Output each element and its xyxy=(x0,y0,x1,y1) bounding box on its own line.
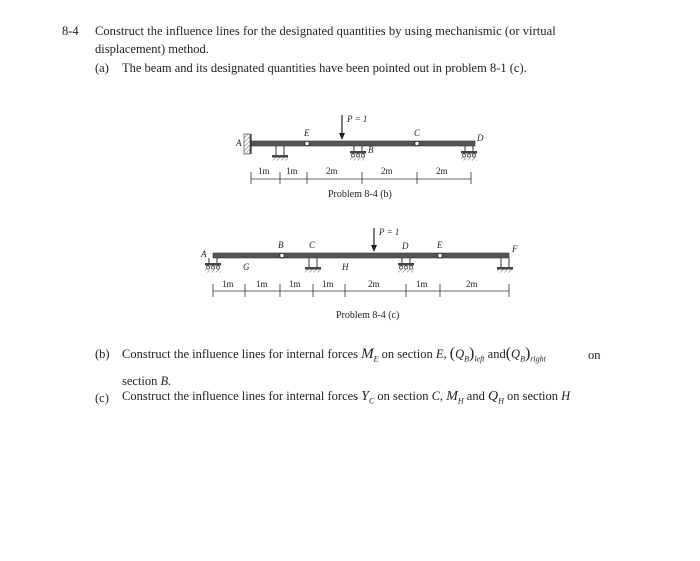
part-c-text-2: on section xyxy=(377,389,429,403)
load-arrow-b xyxy=(339,115,345,140)
part-c-sub-c: C xyxy=(368,396,375,406)
part-b-text-2: on section xyxy=(381,347,433,361)
fig-b-dim-2: 1m xyxy=(286,166,298,176)
hinge-e xyxy=(305,141,310,146)
fig-b-dim-3: 2m xyxy=(326,166,338,176)
roller-support-a xyxy=(205,258,221,273)
roller-support-d-c xyxy=(398,258,414,273)
fig-c-label-g: G xyxy=(243,262,250,272)
hinge-b xyxy=(280,253,285,258)
intro-line-1: Construct the influence lines for the designated quantities by using mechanismic (or virtual xyxy=(95,24,556,38)
part-b-sym-q2: Q xyxy=(511,347,521,361)
part-b-sec-e: E, xyxy=(435,347,447,361)
fig-c-dim-1: 1m xyxy=(222,279,234,289)
fig-b-label-d: D xyxy=(477,133,484,143)
part-c-sym-m: M xyxy=(446,389,458,404)
part-b-line-2 xyxy=(122,374,171,389)
fig-c-label-h: H xyxy=(342,262,349,272)
part-c-sec-c: C, xyxy=(431,389,444,403)
part-b-sym-q1: Q xyxy=(455,347,465,361)
fig-b-dim-5: 2m xyxy=(436,166,448,176)
part-c-sym-q: Q xyxy=(487,389,499,404)
part-a-text: The beam and its designated quantities have been pointed out in problem 8-1 (c). xyxy=(122,61,527,75)
fig-c-dim-4: 1m xyxy=(322,279,334,289)
part-b-line-1: Construct the influence lines for internal forces $M_E$ on section E, $(Q_B)_{left}$ $and(Q_B)_{right}$ xyxy=(122,345,546,364)
fixed-support-a xyxy=(244,134,251,154)
part-b-on: on xyxy=(588,348,601,362)
pin-support-f xyxy=(497,258,513,273)
part-c-sub-h2: H xyxy=(498,396,504,406)
part-c-label: (c) xyxy=(95,391,109,405)
fig-b-dim-1: 1m xyxy=(258,166,270,176)
fig-b-label-b: B xyxy=(368,145,374,155)
part-b-and: and xyxy=(487,347,506,361)
part-b-label: (b) xyxy=(95,347,110,361)
fig-c-label-b: B xyxy=(278,240,284,250)
part-c-text-3: on section xyxy=(506,389,559,403)
part-b-right: right xyxy=(530,354,546,364)
fig-c-dim-5: 2m xyxy=(368,279,380,289)
fig-c-dim-6: 1m xyxy=(416,279,428,289)
part-b-sub-b1: B xyxy=(464,354,469,364)
fig-c-label-f: F xyxy=(512,244,518,254)
part-c-line-1 xyxy=(122,389,570,406)
beam-b xyxy=(251,141,475,146)
fig-c-dim-2: 1m xyxy=(256,279,268,289)
pin-support-c xyxy=(305,258,321,273)
fig-c-label-e: E xyxy=(437,240,443,250)
fig-b-label-a: A xyxy=(236,138,242,148)
fig-c-label-d: D xyxy=(402,241,409,251)
part-b-text-1: Construct the influence lines for internal forces xyxy=(122,347,359,361)
part-b-sym-m: M xyxy=(361,346,374,362)
fig-b-load-label: P = 1 xyxy=(347,114,368,124)
fig-b-label-e: E xyxy=(304,128,310,138)
part-a-label: (a) xyxy=(95,61,109,75)
hinge-e-c xyxy=(438,253,443,258)
part-c-text-1: Construct the influence lines for internal forces xyxy=(122,389,359,403)
part-b-section-b: B. xyxy=(160,374,172,388)
fig-b-label-c: C xyxy=(414,128,421,138)
part-b-sub-e: E xyxy=(373,354,379,364)
fig-c-label-a: A xyxy=(201,249,207,259)
part-c-and: and xyxy=(466,389,485,403)
fig-c-label-c: C xyxy=(309,240,316,250)
fig-c-dim-7: 2m xyxy=(466,279,478,289)
part-c-sec-h: H xyxy=(561,389,571,403)
pin-support-1 xyxy=(272,146,288,161)
load-arrow-c xyxy=(371,228,377,252)
fig-b-dim-4: 2m xyxy=(381,166,393,176)
fig-c-load-label: P = 1 xyxy=(379,227,400,237)
part-b-sub-b2: B xyxy=(520,354,525,364)
beam-c xyxy=(213,253,509,258)
roller-support-d xyxy=(461,146,477,161)
intro-line-2: displacement) method. xyxy=(95,42,209,56)
part-c-sym-y: Y xyxy=(361,389,369,404)
part-b-left: left xyxy=(474,354,485,364)
part-b-section: section xyxy=(122,374,158,388)
part-c-sub-h1: H xyxy=(457,396,464,406)
roller-support-b xyxy=(350,146,366,161)
fig-c-caption: Problem 8-4 (c) xyxy=(336,310,400,321)
hinge-c xyxy=(415,141,420,146)
fig-b-caption: Problem 8-4 (b) xyxy=(328,189,392,200)
problem-number: 8-4 xyxy=(62,24,79,38)
fig-c-dim-3: 1m xyxy=(289,279,301,289)
